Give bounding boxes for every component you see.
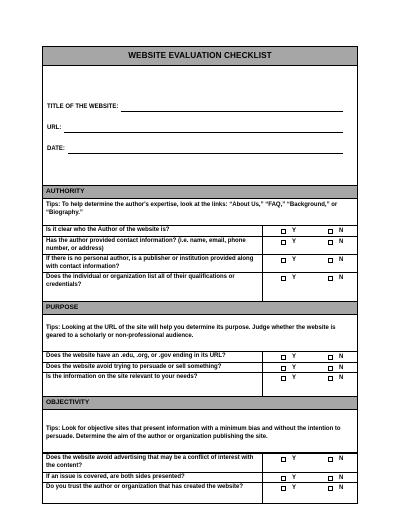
- authority-tip: Tips: To help determine the author's expertise, look at the links: “About Us,” “FAQ,” “Background,” or “Biography.”: [43, 199, 357, 226]
- question-text: Is the information on the site relevant to your needs?: [43, 373, 263, 396]
- answer-options: [263, 363, 357, 372]
- checkbox-icon[interactable]: [328, 486, 333, 491]
- website-title-field[interactable]: [121, 106, 343, 112]
- question-text: Does the individual or organization list all of their qualifications or credentials?: [43, 273, 263, 301]
- checkbox-icon[interactable]: [281, 366, 286, 371]
- answer-options: [263, 454, 357, 472]
- checkbox-icon[interactable]: [281, 240, 286, 245]
- checkbox-icon[interactable]: [281, 276, 286, 281]
- answer-yes[interactable]: Y: [263, 456, 310, 472]
- question-row: [43, 453, 357, 473]
- answer-no[interactable]: N: [310, 475, 357, 482]
- question-row: [43, 483, 357, 503]
- website-title-row: [47, 104, 343, 112]
- answer-no[interactable]: N: [310, 365, 357, 372]
- checkbox-icon[interactable]: [281, 457, 286, 462]
- section-header-purpose: PURPOSE: [43, 301, 357, 315]
- url-field[interactable]: [64, 127, 343, 133]
- answer-options: [263, 352, 357, 362]
- question-text: Does the website avoid advertising that may be a conflict of interest with the content?: [43, 454, 263, 472]
- objectivity-questions: [43, 453, 357, 503]
- answer-yes[interactable]: Y: [263, 365, 310, 372]
- answer-options: [263, 237, 357, 254]
- checkbox-icon[interactable]: [328, 376, 333, 381]
- checklist-sheet: [42, 46, 358, 504]
- checkbox-icon[interactable]: [281, 376, 286, 381]
- checkbox-icon[interactable]: [328, 229, 333, 234]
- question-text: Is it clear who the Author of the website is?: [43, 226, 263, 236]
- authority-questions: [43, 226, 357, 301]
- question-row: [43, 373, 357, 396]
- answer-no[interactable]: N: [310, 456, 357, 472]
- purpose-tip: Tips: Looking at the URL of the site will help you determine its purpose. Judge whether the website is geared to a scholarly or non-professional audience.: [43, 315, 357, 352]
- question-row: [43, 352, 357, 363]
- question-row: [43, 237, 357, 255]
- section-header-authority: AUTHORITY: [43, 185, 357, 199]
- checkbox-icon[interactable]: [328, 240, 333, 245]
- answer-yes[interactable]: Y: [263, 228, 310, 236]
- answer-options: [263, 373, 357, 396]
- checkbox-icon[interactable]: [281, 355, 286, 360]
- checkbox-icon[interactable]: [328, 355, 333, 360]
- date-field[interactable]: [68, 148, 343, 154]
- answer-options: [263, 473, 357, 482]
- answer-options: [263, 226, 357, 236]
- answer-options: [263, 483, 357, 503]
- question-text: Does the website avoid trying to persuade or sell something?: [43, 363, 263, 372]
- page-title: WEBSITE EVALUATION CHECKLIST: [43, 47, 357, 66]
- question-text: Has the author provided contact information? (i.e. name, email, phone number, or address): [43, 237, 263, 254]
- answer-options: [263, 255, 357, 272]
- question-text: If an issue is covered, are both sides presented?: [43, 473, 263, 482]
- question-row: [43, 363, 357, 373]
- answer-no[interactable]: N: [310, 354, 357, 362]
- checkbox-icon[interactable]: [281, 476, 286, 481]
- checkbox-icon[interactable]: [281, 258, 286, 263]
- answer-no[interactable]: N: [310, 228, 357, 236]
- question-text: If there is no personal author, is a publisher or institution provided along with contact information?: [43, 255, 263, 272]
- checkbox-icon[interactable]: [328, 258, 333, 263]
- checkbox-icon[interactable]: [328, 457, 333, 462]
- answer-yes[interactable]: Y: [263, 257, 310, 272]
- answer-no[interactable]: N: [310, 239, 357, 254]
- checkbox-icon[interactable]: [281, 486, 286, 491]
- answer-no[interactable]: N: [310, 257, 357, 272]
- question-text: Does the website have an .edu, .org, or .gov ending in its URL?: [43, 352, 263, 362]
- checkbox-icon[interactable]: [281, 229, 286, 234]
- answer-yes[interactable]: Y: [263, 354, 310, 362]
- objectivity-tip: Tips: Look for objective sites that present information with a minimum bias and without the intention to persuade. Determine the aim of the author or organization publishing the site.: [43, 410, 357, 453]
- answer-yes[interactable]: Y: [263, 485, 310, 503]
- answer-options: [263, 273, 357, 301]
- answer-yes[interactable]: Y: [263, 475, 310, 482]
- answer-yes[interactable]: Y: [263, 239, 310, 254]
- section-header-objectivity: OBJECTIVITY: [43, 396, 357, 410]
- answer-no[interactable]: N: [310, 375, 357, 396]
- website-info-block: [43, 66, 357, 185]
- question-row: [43, 473, 357, 483]
- checkbox-icon[interactable]: [328, 366, 333, 371]
- question-row: [43, 273, 357, 301]
- answer-yes[interactable]: Y: [263, 375, 310, 396]
- checkbox-icon[interactable]: [328, 276, 333, 281]
- date-label: DATE:: [47, 146, 65, 152]
- website-title-label: TITLE OF THE WEBSITE:: [47, 104, 119, 110]
- question-row: [43, 226, 357, 237]
- question-text: Do you trust the author or organization that has created the website?: [43, 483, 263, 503]
- answer-yes[interactable]: Y: [263, 275, 310, 301]
- url-label: URL:: [47, 125, 62, 131]
- checkbox-icon[interactable]: [328, 476, 333, 481]
- question-row: [43, 255, 357, 273]
- answer-no[interactable]: N: [310, 275, 357, 301]
- purpose-questions: [43, 352, 357, 396]
- url-row: [47, 125, 343, 133]
- answer-no[interactable]: N: [310, 485, 357, 503]
- date-row: [47, 146, 343, 154]
